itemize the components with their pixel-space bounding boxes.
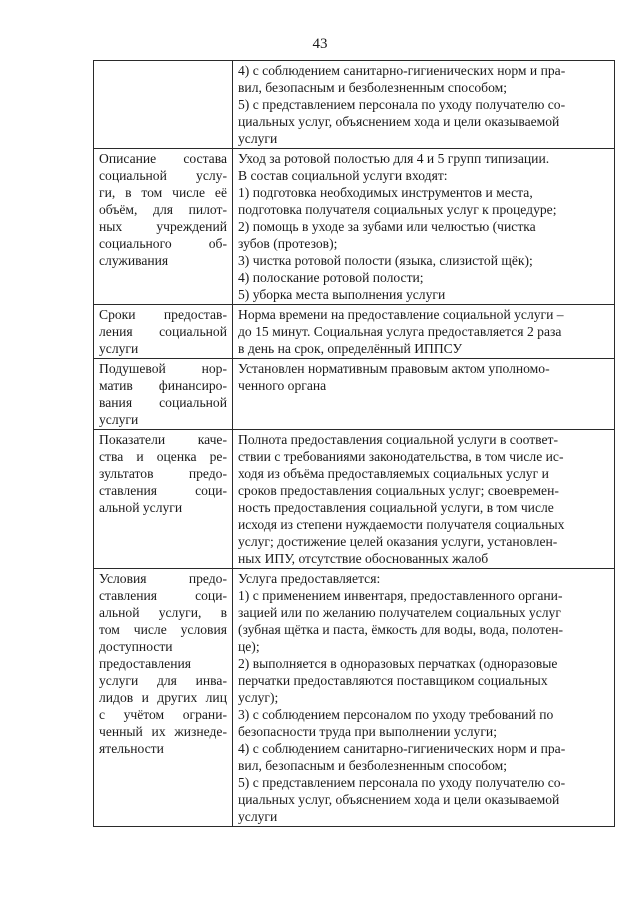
content-line: зацией или по желанию получателем социальных услуг [238,605,561,620]
table-body [94,61,615,827]
content-line: ченного органа [238,378,327,393]
label-line: ных учреждений [99,219,227,234]
content-line: Полнота предоставления социальной услуги в соответ- [238,432,559,447]
content-line: сроков предоставления социальных услуг; своевремен- [238,483,559,498]
content-line: вил, безопасным и безболезненным способом; [238,758,508,773]
label-line: альной услуги, в [99,605,227,620]
label-line: служивания [99,253,169,268]
label-line: ги, в том числе её [99,185,227,200]
label-line: Условия предо- [99,571,227,586]
service-description-table [93,60,615,827]
row-label-cell [94,359,233,430]
label-line: ставления соци- [99,588,227,603]
label-line: доступности [99,639,173,654]
content-line: до 15 минут. Социальная услуга предоставляется 2 раза [238,324,562,339]
label-line: ления социальной [99,324,227,339]
label-line: ставления соци- [99,483,227,498]
content-line: услуги [238,809,278,824]
content-line: Установлен нормативным правовым актом уполномо- [238,361,550,376]
label-line: матив финансиро- [99,378,227,393]
table-row [94,430,615,569]
content-line: це); [238,639,260,654]
content-line: услуг; достижение целей оказания услуги, установлен- [238,534,558,549]
content-line: ных ИПУ, отсутствие обоснованных жалоб [238,551,489,566]
content-line: В состав социальной услуги входят: [238,168,448,183]
content-line: 2) выполняется в одноразовых перчатках (одноразовые [238,656,558,671]
label-line: Описание состава [99,151,227,166]
label-line: ченный их жизнеде- [99,724,227,739]
label-line: услуги [99,341,139,356]
row-content-cell [233,305,615,359]
content-line: 4) полоскание ротовой полости; [238,270,424,285]
label-line: вания социальной [99,395,227,410]
label-line: Показатели каче- [99,432,227,447]
content-line: Уход за ротовой полостью для 4 и 5 групп типизации. [238,151,550,166]
label-line: предоставления [99,656,192,671]
content-line: Норма времени на предоставление социальной услуги – [238,307,564,322]
content-line: услуг); [238,690,279,705]
content-line: 3) с соблюдением персоналом по уходу требований по [238,707,554,722]
table-row [94,359,615,430]
content-line: 2) помощь в уходе за зубами или челюстью (чистка [238,219,536,234]
content-line: ствии с требованиями законодательства, в том числе ис- [238,449,564,464]
row-label-cell [94,61,233,149]
row-label-cell [94,149,233,305]
content-line: 4) с соблюдением санитарно-гигиенических норм и пра- [238,741,566,756]
table-row [94,61,615,149]
content-line: зубов (протезов); [238,236,338,251]
content-line: ходя из объёма предоставляемых социальных услуг и [238,466,549,481]
content-line: циальных услуг, объяснением хода и цели оказываемой [238,114,560,129]
row-content-cell [233,149,615,305]
label-line: том числе условия [99,622,227,637]
content-line: ность предоставления социальной услуги, в том числе [238,500,554,515]
label-line: социальной услу- [99,168,227,183]
row-content-cell [233,359,615,430]
row-label-cell [94,569,233,827]
label-line: социального об- [99,236,227,251]
content-line: перчатки предоставляются поставщиком социальных [238,673,548,688]
content-line: 4) с соблюдением санитарно-гигиенических норм и пра- [238,63,566,78]
content-line: 3) чистка ротовой полости (языка, слизистой щёк); [238,253,533,268]
row-content-cell [233,430,615,569]
table-row [94,569,615,827]
content-line: в день на срок, определённый ИППСУ [238,341,463,356]
label-line: ства и оценка ре- [99,449,227,464]
content-line: безопасности труда при выполнении услуги; [238,724,497,739]
label-line: Сроки предостав- [99,307,227,322]
label-line: зультатов предо- [99,466,227,481]
row-label-cell [94,305,233,359]
content-line: услуги [238,131,278,146]
row-content-cell [233,61,615,149]
table-row [94,305,615,359]
content-line: циальных услуг, объяснением хода и цели оказываемой [238,792,560,807]
table-row [94,149,615,305]
content-line: (зубная щётка и паста, ёмкость для воды, вода, полотен- [238,622,564,637]
label-line: ятельности [99,741,164,756]
label-line: услуги для инва- [99,673,227,688]
label-line: альной услуги [99,500,183,515]
label-line: объём, для пилот- [99,202,227,217]
label-line: Подушевой нор- [99,361,227,376]
content-line: исходя из степени нуждаемости получателя социальных [238,517,565,532]
content-line: вил, безопасным и безболезненным способом; [238,80,508,95]
content-line: 1) подготовка необходимых инструментов и места, [238,185,533,200]
content-line: 5) с представлением персонала по уходу получателю со- [238,97,566,112]
content-line: 1) с применением инвентаря, предоставленного органи- [238,588,563,603]
content-line: 5) с представлением персонала по уходу получателю со- [238,775,566,790]
label-line: с учётом ограни- [99,707,227,722]
content-line: Услуга предоставляется: [238,571,381,586]
content-line: подготовка получателя социальных услуг к процедуре; [238,202,557,217]
page-number: 43 [312,36,328,52]
row-label-cell [94,430,233,569]
row-content-cell [233,569,615,827]
content-line: 5) уборка места выполнения услуги [238,287,446,302]
label-line: лидов и других лиц [99,690,227,705]
label-line: услуги [99,412,139,427]
